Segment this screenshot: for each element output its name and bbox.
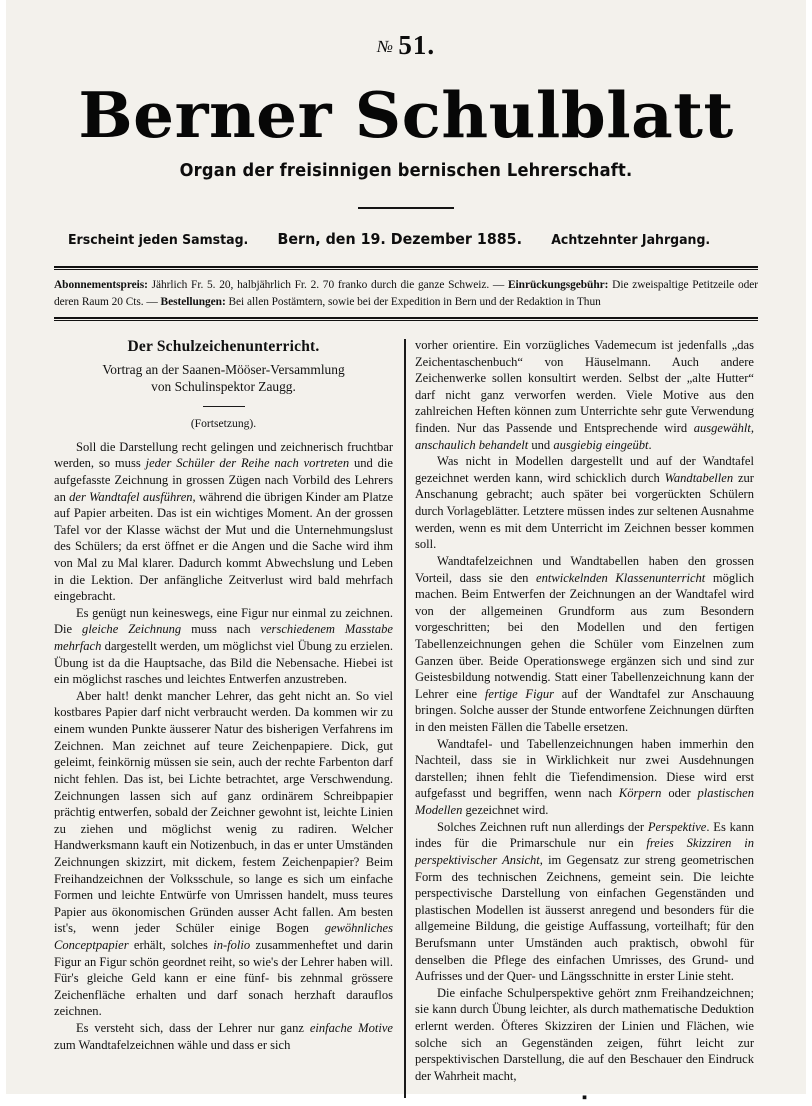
volume-label: Achtzehnter Jahrgang. [551,233,711,249]
emphasis-run: einfache Motive [309,1021,393,1036]
paragraph [54,439,393,605]
text-run: , im Gegensatz zur streng geometrischen Form des technischen Zeichnens, gemeint sein. Die leichte perspectivische Darstellung von einfachen Gegenständen und plastischen Modellen ist äusserst anregend und besonders für die allgemeine Bildung, die geistige Auffassung, vorteilhaft; für den Berufsmann unter Umständen auch praktisch, obwohl für denselben die Pflege des einfachen Umrisses, des Grund- und Aufrisses und der Quer- und Längsschnitte in erster Linie steht. [415,852,754,984]
text-run: Es versteht sich, dass der Lehrer nur ganz [76,1021,310,1036]
issue-number: 51. [398,30,436,60]
page-sheet [6,0,806,1106]
text-run: Wandtafelzeichnen und Wandtabellen haben den grossen Vorteil, dass sie den [415,553,754,585]
page-title: Berner Schulblatt [78,78,734,152]
terms-top-rule [54,266,758,270]
text-run: Solches Zeichnen ruft nun allerdings der [437,819,648,834]
emphasis-run: jeder Schüler der Reihe nach vortreten [145,456,350,471]
insertion-fee-label: Einrückungsgebühr: [508,279,609,292]
orders-label: Bestellungen: [160,296,226,309]
emphasis-run: Körpern [618,786,662,801]
paragraph [415,453,754,553]
text-run: Es genügt nun keineswegs, eine Figur nur einmal zu zeichnen. Die [54,605,393,637]
left-column [54,337,393,1106]
text-run: und [528,437,554,452]
text-run: dargestellt werden, um möglichst viel Übung zu erzielen. Übung ist da die Hauptsache, das Bild die Nebensache. Hiebei ist ein möglichst rasches und leichtes Entwerfen anzustreben. [54,639,393,687]
masthead-subtitle: Organ der freisinnigen bernischen Lehrerschaft. [179,161,633,182]
orders-text: Bei allen Postämtern, sowie bei der Expedition in Bern und der Redaktion in Thun [225,296,601,309]
article-divider [203,406,245,408]
article-subtitle-line2: von Schulinspektor Zaugg. [151,378,296,394]
end-of-column-mark: ▪ [581,1090,588,1106]
publication-frequency: Erscheint jeden Samstag. [68,233,249,249]
text-run: möglich machen. Beim Entwerfen der Zeichnungen an der Wandtafel wird von der allgemeinen Grundform aus zum Besondern vorgeschritten; bei den Modellen und den fertigen Tabellenzeichnungen gehen die Schüler vom Einzelnen zum Ganzen über. Beide Operationswege ergänzen sich und sind zur Geistesbildung notwendig. Statt einer Tabellenzeichnung kann der Lehrer eine [415,570,754,701]
text-run: zum Wandtafelzeichnen wähle und dass er sich [54,1037,291,1052]
text-run: Wandtafel- und Tabellenzeichnungen haben immerhin den Nachteil, dass sie in Wirklichkeit nur zwei Ausdehnungen darstellen; ihnen fehlt die Tiefendimension. Diese wird erst aufgefasst und begriffen, wenn nach [415,736,754,801]
text-run: Aber halt! denkt mancher Lehrer, das geht nicht an. So viel kostbares Papier darf nicht verbraucht werden. Da kommen wir zu einem wunden Punkte äusserer Natur des bisherigen Verfahrens im Zeichnen. Man zeichnet auf teure Zeichenpapiere. Dick, gut geleimt, feinkörnig müssen sie sein, auch der rechte Farbenton darf nicht fehlen. Das ist, bei Lichte betrachtet, arge Verschwendung. Zeichnungen lassen sich auf ganz ordinärem Schreibpapier prächtig entwerfen, sobald der Zeichner gewohnt ist, leichte Linien zu ziehen und möglichst wenig zu radiren. Welcher Handwerksmann kauft ein Notizenbuch, in das er unter Umständen Zeichnungen skizzirt, mit dickem, festem Zeichenpapier? Beim Freihandzeichnen der Volksschule, so lange es sich um einfache Formen und leichte Entwürfe von Umrissen handelt, muss teures Papier aus ökonomischen Gründen ausser Acht fallen. Am besten ist's, wenn jeder Schüler einige Bogen [54,688,393,936]
numero-symbol: № [376,36,394,56]
emphasis-run: in-folio [213,937,251,952]
newspaper-page [6,0,806,1106]
text-run: auf der Wandtafel zur Anschauung bringen. Solche ausser der Stunde entworfene Zeichnungen dürften in den meisten Fällen die Tabelle ersetzen. [415,686,754,735]
emphasis-run: gleiche Zeichnung [82,622,182,637]
article-columns [54,337,758,1106]
text-run: Was nicht in Modellen dargestellt und auf der Wandtafel gezeichnet werden kann, wird schicklich durch [415,454,754,485]
insertion-fee-text: Die zweispaltige Petitzeile oder deren Raum 20 Cts. — [54,279,758,309]
subscription-terms [54,277,758,311]
emphasis-run: fertige Figur [484,686,554,701]
emphasis-run: entwickelnden Klassenunterricht [536,570,706,585]
emphasis-run: freies Skizziren in perspektivischer Ansicht [415,836,754,867]
subscription-price-label: Abonnementspreis: [54,279,148,292]
text-run: zur Anschanung gebracht; auch später bei vorgerückten Schülern durch Vorlageblätter. Letztere müssen indes zur seltenen Ausnahme werden, wenn es mit dem Unterricht im Zeichnen besser kommen soll. [415,470,754,552]
text-run: während die übrigen Kinder am Platze auf Papier arbeiten. Das ist ein wichtiges Moment. An der grossen Tafel vor der Klasse wächst der Mut und die Unternehmungslust des Schülers; da erst öffnet er die Angen und die Sache wird ihm von Mal zu Mal klarer. Dadurch kommt Abwechslung und Leben in die Lektion. Der anfängliche Zeitverlust wird bald mehrfach eingebracht. [54,489,394,604]
subscription-price-text: Jährlich Fr. 5. 20, halbjährlich Fr. 2. 70 franko durch die ganze Schweiz. — [147,279,508,292]
issue-number-line [6,30,806,61]
text-run: zusammenheftet und darin Figur an Figur schön geordnet reiht, so wie's der Lehrer haben will. Für's gleiche Geld kann er eine fünf- bis zehnmal grössere Zeichenfläche erhalten und darf sonach herzhaft darauflos zeichnen. [54,937,393,1019]
paragraph [54,1020,393,1053]
article-title: Der Schulzeichenunterricht. [127,338,320,355]
text-run: muss nach [181,622,261,637]
paragraph [415,819,754,985]
article-continuation-note: (Fortsetzung). [190,417,257,431]
emphasis-run: Wandtabellen [664,470,734,485]
emphasis-run: ausgewählt, anschaulich behandelt [415,421,754,452]
text-run: Die einfache Schulperspektive gehört znm Freihandzeichnen; sie kann durch Übung leichter, als durch mathematische Deduktion erlernt werden. Öfteres Skizziren der Linien und Flächen, wie solche sich an Gegenständen zeigen, führt leicht zur perspektivischen Darstellung, die auf den Beschauer den Eindruck der Wahrheit macht, [415,985,754,1083]
emphasis-run: ausgiebig eingeübt [553,437,649,452]
paragraph [415,736,754,819]
text-run: . Es kann indes für die Primarschule nur ein [415,819,754,851]
terms-bottom-rule [54,317,758,321]
text-run: Soll die Darstellung recht gelingen und zeichnerisch fruchtbar werden, so muss [54,439,393,471]
paragraph [54,605,393,688]
emphasis-run: verschiedenem Masstabe mehrfach [54,622,393,654]
emphasis-run: plastischen Modellen [415,786,754,818]
text-run: und die aufgefasste Zeichnung in grossen Zügen nach Vorbild des Lehrers an [54,456,393,504]
emphasis-run: Perspektive [647,819,707,834]
column-divider [404,339,406,1098]
paragraph [415,337,754,453]
text-run: vorher orientire. Ein vorzügliches Vademecum ist jedenfalls „das Zeichentaschenbuch“ von Häuselmann. Auch andere Zeichenwerke sollen konsultirt werden. Selbst der „alte Hutter“ darf nicht ganz verworfen werden. Viele Motive aus den zahlreichen Heften können zum Unterrichte sehr gute Verwendung finden. Nur das Passende und Entsprechende wird [415,338,754,436]
text-run: erhält, solches [128,937,214,952]
masthead-divider [358,207,454,209]
imprint-row [68,230,710,248]
text-run: . [648,437,652,452]
paragraph [415,553,754,736]
paragraph [54,688,393,1020]
text-run: gezeichnet wird. [462,803,549,818]
place-and-date: Bern, den 19. Dezember 1885. [277,230,522,249]
article-subtitle-line1: Vortrag an der Saanen-Mööser-Versammlung [102,361,345,377]
right-column [415,337,754,1106]
emphasis-run: gewöhnliches Conceptpapier [54,921,393,952]
paragraph [415,985,754,1085]
text-run: oder [661,786,698,801]
emphasis-run: der Wandtafel ausführen, [69,489,196,504]
